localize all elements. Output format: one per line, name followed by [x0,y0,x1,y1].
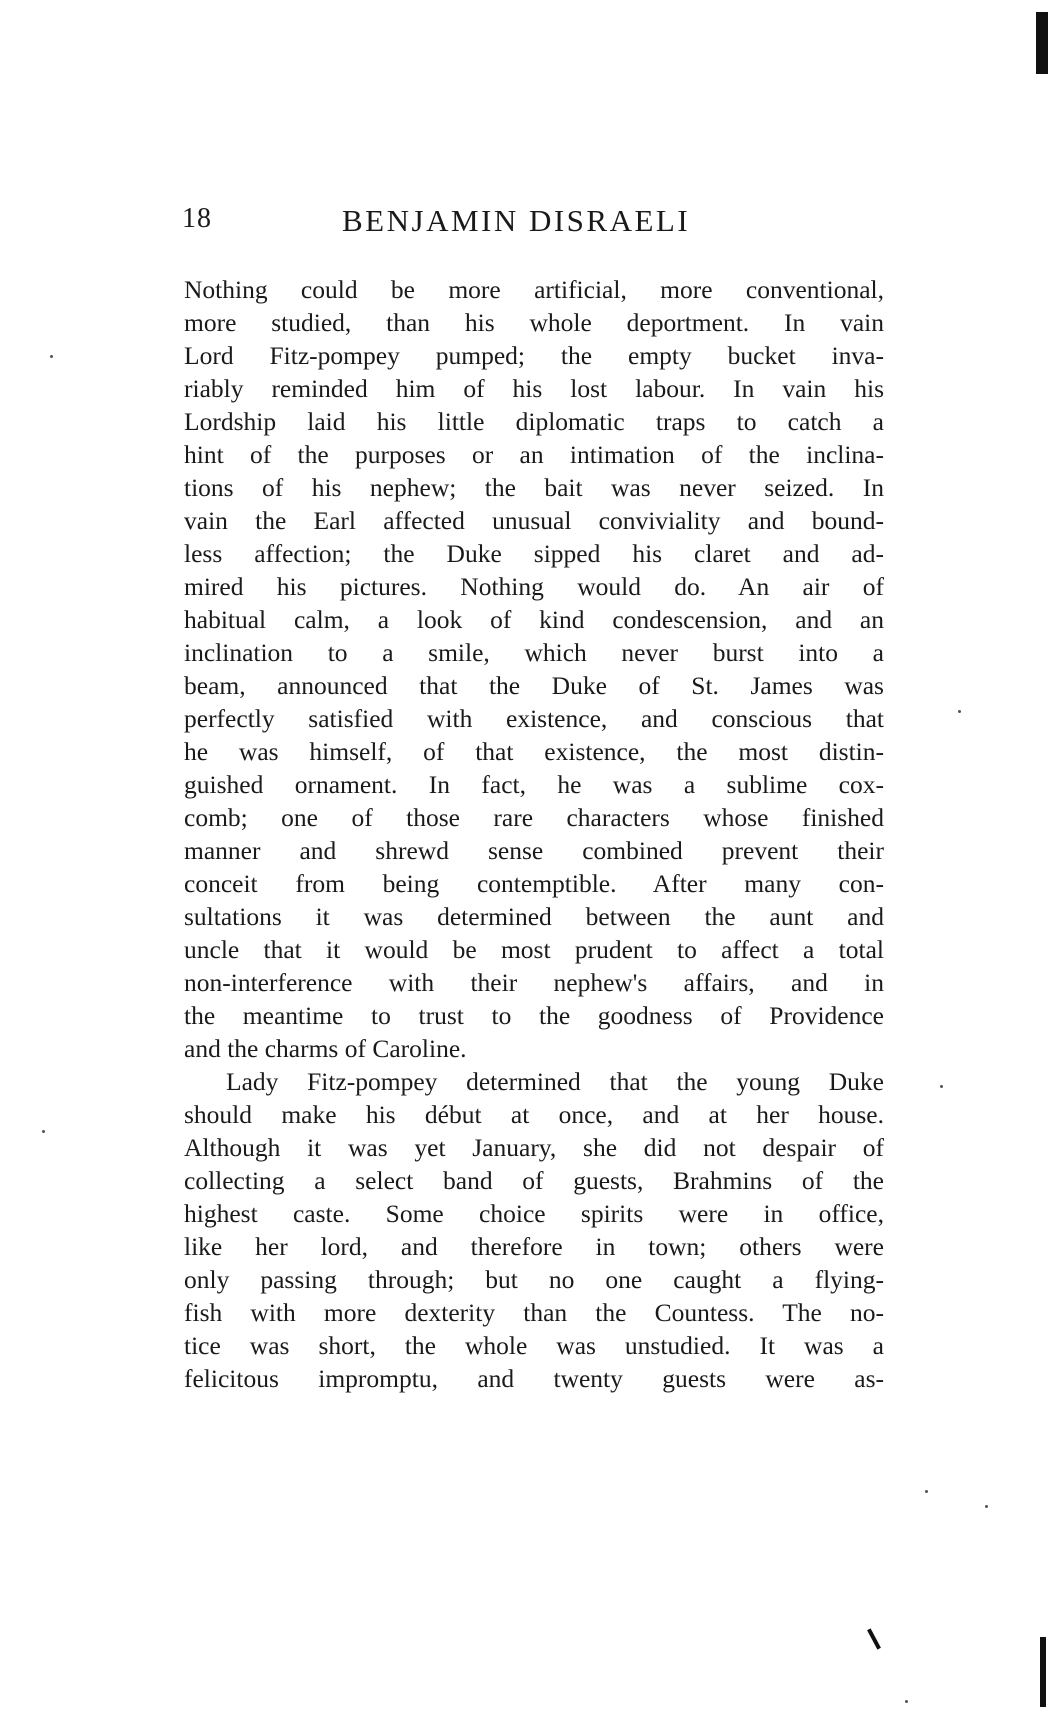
text-line: Nothing could be more artificial, more conventional, [184,275,884,304]
scan-speck [50,355,53,358]
text-line: non-interference with their nephew's affairs, and in [184,968,884,997]
text-line: fish with more dexterity than the Countess. The no- [184,1298,884,1327]
text-line: should make his début at once, and at her house. [184,1100,884,1129]
text-line: habitual calm, a look of kind condescension, and an [184,605,884,634]
text-line: mired his pictures. Nothing would do. An air of [184,572,884,601]
text-line: tions of his nephew; the bait was never seized. In [184,473,884,502]
text-line: hint of the purposes or an intimation of the inclina- [184,440,884,469]
text-line: perfectly satisfied with existence, and conscious that [184,704,884,733]
text-line: collecting a select band of guests, Brahmins of the [184,1166,884,1195]
text-line: manner and shrewd sense combined prevent their [184,836,884,865]
text-line: vain the Earl affected unusual conviviality and bound- [184,506,884,535]
paragraph-last-line: and the charms of Caroline. [184,1034,467,1063]
text-line: beam, announced that the Duke of St. James was [184,671,884,700]
text-line: less affection; the Duke sipped his claret and ad- [184,539,884,568]
scan-edge-mark-top [1036,12,1048,74]
page-header [182,203,882,243]
text-line: inclination to a smile, which never burst into a [184,638,884,667]
text-line: Lord Fitz-pompey pumped; the empty bucket inva- [184,341,884,370]
text-line: riably reminded him of his lost labour. In vain his [184,374,884,403]
text-line: highest caste. Some choice spirits were in office, [184,1199,884,1228]
text-line: the meantime to trust to the goodness of Providence [184,1001,884,1030]
scan-speck [925,1490,928,1493]
body-text [184,273,884,1395]
text-line: more studied, than his whole deportment. In vain [184,308,884,337]
text-line: Although it was yet January, she did not despair of [184,1133,884,1162]
text-line: only passing through; but no one caught a flying- [184,1265,884,1294]
scan-speck [42,1130,45,1133]
text-line: tice was short, the whole was unstudied. It was a [184,1331,884,1360]
text-line: sultations it was determined between the aunt and [184,902,884,931]
text-line: like her lord, and therefore in town; others were [184,1232,884,1261]
text-line: Lordship laid his little diplomatic traps to catch a [184,407,884,436]
text-line: he was himself, of that existence, the most distin- [184,737,884,766]
scan-stroke-mark [867,1628,881,1649]
page-number: 18 [182,203,212,234]
scan-speck [940,1085,943,1088]
paragraph-first-line: Lady Fitz-pompey determined that the young Duke [226,1067,884,1096]
scan-speck [905,1700,908,1703]
text-line: conceit from being contemptible. After many con- [184,869,884,898]
text-line: uncle that it would be most prudent to affect a total [184,935,884,964]
text-line: guished ornament. In fact, he was a sublime cox- [184,770,884,799]
scan-speck [958,710,961,713]
scan-speck [985,1505,988,1508]
running-title: BENJAMIN DISRAELI [342,203,691,238]
text-line: comb; one of those rare characters whose finished [184,803,884,832]
scan-edge-mark-bottom [1040,1637,1046,1707]
text-line: felicitous impromptu, and twenty guests were as- [184,1364,884,1393]
